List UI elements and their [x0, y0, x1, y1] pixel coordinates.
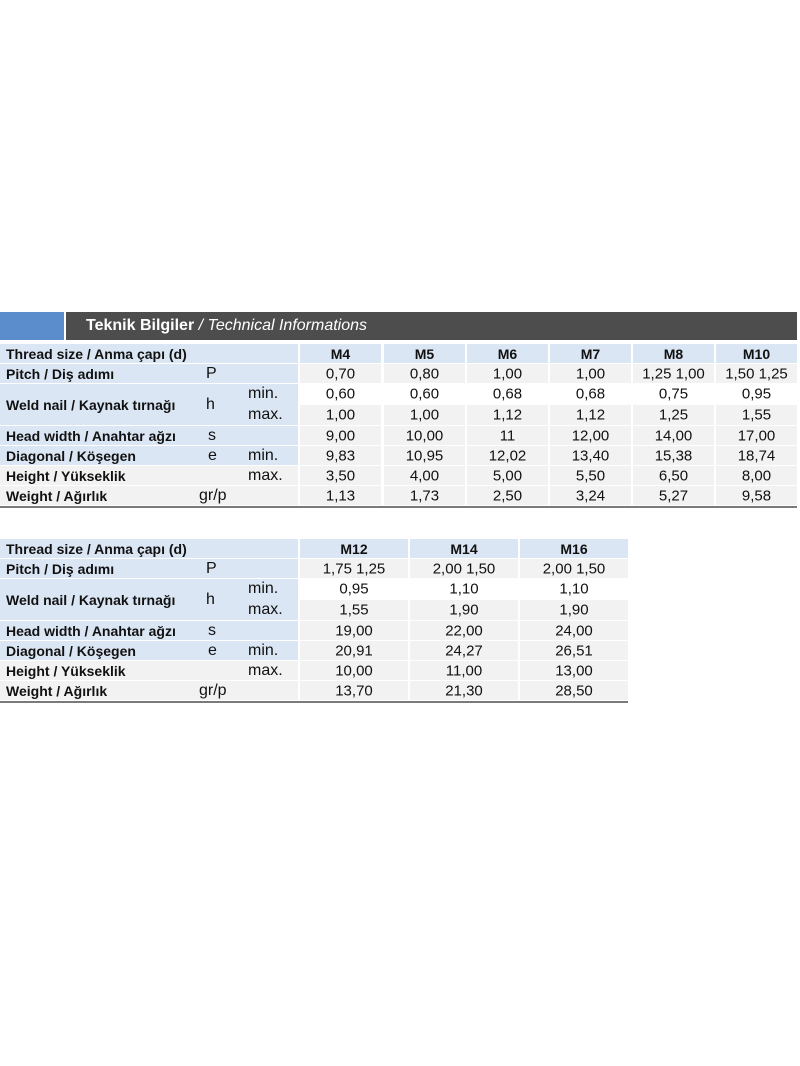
- table-row-weight: [0, 486, 797, 505]
- value-max: 1,90: [449, 601, 479, 619]
- value-cell: [520, 681, 628, 700]
- value-cell: [467, 446, 548, 465]
- value-max: 1,00: [409, 406, 440, 424]
- value-cell: [633, 446, 714, 465]
- value: 3,24: [575, 487, 606, 504]
- limit-max-label: max.: [248, 406, 283, 423]
- value: 9,58: [741, 487, 772, 504]
- value-cell: [410, 641, 518, 660]
- value: 1,00: [492, 365, 523, 382]
- table-row-sizes: [0, 344, 797, 363]
- limit-max-label: max.: [248, 661, 283, 679]
- value-cell: [384, 466, 465, 485]
- row-symbol: e: [208, 446, 217, 464]
- value: 1,73: [409, 487, 440, 504]
- row-label-cell: [0, 384, 298, 425]
- value-cell: [520, 661, 628, 680]
- value-max: 1,55: [339, 601, 369, 619]
- value-cell: [716, 466, 797, 485]
- value-cell: [520, 641, 628, 660]
- value: 0,80: [409, 365, 440, 382]
- value: 1,13: [325, 487, 356, 504]
- row-label-cell: [0, 364, 298, 383]
- value-cell: [550, 446, 631, 465]
- value-cell: [633, 486, 714, 505]
- value-cell: [550, 426, 631, 445]
- section-title: [86, 317, 367, 335]
- value-cell: [384, 364, 465, 383]
- table-row-weld: [0, 579, 628, 620]
- value-cell: [384, 446, 465, 465]
- value: 0,70: [325, 365, 356, 382]
- table-row-diag: [0, 446, 797, 465]
- value: 22,00: [445, 622, 483, 639]
- limit-min-label: min.: [248, 446, 279, 464]
- value-cell: [300, 364, 381, 383]
- row-label-cell: [0, 446, 298, 465]
- row-symbol: P: [206, 364, 217, 382]
- row-label: Thread size / Anma çapı (d): [6, 540, 187, 557]
- value: 12,02: [488, 447, 527, 464]
- table-row-sizes: [0, 539, 628, 558]
- value-cell: [633, 405, 714, 425]
- row-label-cell: [0, 681, 298, 700]
- row-label: Pitch / Diş adımı: [6, 365, 115, 382]
- value: 10,00: [335, 662, 373, 679]
- value-max: 1,12: [575, 406, 606, 424]
- value-max: 1,90: [559, 601, 589, 619]
- value: 2,00 1,50: [432, 560, 496, 577]
- size-header-cell: [467, 344, 548, 363]
- value: 5,50: [575, 467, 606, 484]
- value: 1,25 1,00: [642, 365, 705, 382]
- value-min: 0,75: [658, 385, 689, 403]
- size-header-cell: [520, 539, 628, 558]
- row-symbol: h: [206, 395, 215, 413]
- value-cell: [300, 559, 408, 578]
- value-cell: [633, 384, 714, 404]
- section-header: [0, 312, 797, 340]
- value-min: 0,68: [575, 385, 606, 403]
- value: 14,00: [654, 427, 693, 444]
- row-symbol: h: [206, 590, 215, 608]
- value-cell: [716, 364, 797, 383]
- value-cell: [410, 681, 518, 700]
- size-label: M8: [663, 345, 684, 362]
- value: 13,70: [335, 682, 373, 699]
- value: 26,51: [555, 642, 593, 659]
- section-title-turkish: Teknik Bilgiler: [86, 317, 195, 334]
- table-row-weight: [0, 681, 628, 700]
- value-cell: [300, 446, 381, 465]
- value-min: 0,60: [409, 385, 440, 403]
- value: 21,30: [445, 682, 483, 699]
- row-label-cell: [0, 621, 298, 640]
- value-cell: [384, 486, 465, 505]
- value-cell: [467, 405, 548, 425]
- value-cell: [300, 641, 408, 660]
- value-max: 1,00: [325, 406, 356, 424]
- value: 18,74: [737, 447, 776, 464]
- value-max: 1,25: [658, 406, 689, 424]
- row-label: Weight / Ağırlık: [6, 682, 108, 699]
- value-cell: [716, 446, 797, 465]
- value-cell: [633, 426, 714, 445]
- value-cell: [410, 661, 518, 680]
- value: 15,38: [654, 447, 693, 464]
- value: 4,00: [409, 467, 440, 484]
- row-label: Head width / Anahtar ağzı: [6, 427, 176, 444]
- value-cell: [300, 621, 408, 640]
- limit-max-label: max.: [248, 466, 283, 484]
- value-cell: [550, 405, 631, 425]
- value: 24,00: [555, 622, 593, 639]
- row-label-cell: [0, 486, 298, 505]
- value-cell: [300, 486, 381, 505]
- limit-min-label: min.: [248, 641, 279, 659]
- row-label-cell: [0, 539, 298, 558]
- section-title-english: / Technical Informations: [194, 317, 368, 334]
- value: 11: [499, 427, 516, 444]
- value-cell: [467, 364, 548, 383]
- size-label: M12: [340, 540, 368, 557]
- row-symbol: e: [208, 641, 217, 659]
- value-min: 0,60: [325, 385, 356, 403]
- row-label-cell: [0, 426, 298, 445]
- value-max: 1,55: [741, 406, 772, 424]
- row-label: Height / Yükseklik: [6, 662, 126, 679]
- value: 13,00: [555, 662, 593, 679]
- row-label-cell: [0, 344, 298, 363]
- limit-max-label: max.: [248, 601, 283, 618]
- value-cell: [410, 621, 518, 640]
- value: 5,00: [492, 467, 523, 484]
- table-row-pitch: [0, 559, 628, 578]
- value-cell: [384, 426, 465, 445]
- value: 10,00: [405, 427, 444, 444]
- table-row-head: [0, 426, 797, 445]
- value-cell: [550, 384, 631, 404]
- value: 10,95: [405, 447, 444, 464]
- value-cell: [410, 559, 518, 578]
- value: 19,00: [335, 622, 373, 639]
- value-cell: [467, 466, 548, 485]
- value: 8,00: [741, 467, 772, 484]
- size-header-cell: [300, 539, 408, 558]
- value: 28,50: [555, 682, 593, 699]
- header-accent-block: [0, 312, 64, 340]
- value: 9,00: [325, 427, 356, 444]
- value: 2,50: [492, 487, 523, 504]
- row-label: Pitch / Diş adımı: [6, 560, 115, 577]
- value: 20,91: [335, 642, 373, 659]
- table-row-height: [0, 661, 628, 680]
- value-cell: [300, 466, 381, 485]
- row-label: Height / Yükseklik: [6, 467, 126, 484]
- table-row-pitch: [0, 364, 797, 383]
- size-label: M6: [497, 345, 518, 362]
- table-row-diag: [0, 641, 628, 660]
- value-cell: [716, 426, 797, 445]
- value-cell: [633, 466, 714, 485]
- value-cell: [716, 405, 797, 425]
- size-label: M16: [560, 540, 588, 557]
- size-label: M10: [742, 345, 771, 362]
- limit-min-label: min.: [248, 580, 279, 597]
- value: 11,00: [445, 662, 483, 679]
- value-cell: [300, 681, 408, 700]
- value: 6,50: [658, 467, 689, 484]
- row-label: Head width / Anahtar ağzı: [6, 622, 176, 639]
- row-label-cell: [0, 579, 298, 620]
- value: 3,50: [325, 467, 356, 484]
- header-bar: [66, 312, 797, 340]
- row-label: Diagonal / Köşegen: [6, 642, 136, 659]
- value-cell: [467, 426, 548, 445]
- value-cell: [384, 384, 465, 404]
- table-bottom-rule: [0, 506, 797, 508]
- value-cell: [384, 405, 465, 425]
- value-cell: [300, 661, 408, 680]
- row-label-cell: [0, 641, 298, 660]
- size-header-cell: [550, 344, 631, 363]
- value: 13,40: [571, 447, 610, 464]
- row-label: Weld nail / Kaynak tırnağı: [6, 396, 176, 413]
- value-min: 1,10: [449, 580, 479, 598]
- value-min: 0,95: [741, 385, 772, 403]
- row-symbol: gr/p: [199, 681, 227, 699]
- value-cell: [520, 579, 628, 599]
- row-symbol: P: [206, 559, 217, 577]
- value-min: 0,68: [492, 385, 523, 403]
- value: 5,27: [658, 487, 689, 504]
- row-label-cell: [0, 661, 298, 680]
- value-min: 0,95: [339, 580, 369, 598]
- value-cell: [300, 384, 381, 404]
- value: 1,00: [575, 365, 606, 382]
- value: 24,27: [445, 642, 483, 659]
- value-cell: [716, 486, 797, 505]
- table-bottom-rule: [0, 701, 628, 703]
- row-symbol: s: [208, 621, 216, 639]
- table-row-head: [0, 621, 628, 640]
- limit-min-label: min.: [248, 385, 279, 402]
- value: 17,00: [737, 427, 776, 444]
- value-cell: [633, 364, 714, 383]
- value-cell: [300, 579, 408, 599]
- row-label-cell: [0, 559, 298, 578]
- size-label: M14: [450, 540, 478, 557]
- value-cell: [520, 621, 628, 640]
- value-cell: [550, 466, 631, 485]
- value-cell: [300, 600, 408, 620]
- value-cell: [550, 364, 631, 383]
- value-cell: [467, 384, 548, 404]
- value-cell: [410, 600, 518, 620]
- value-cell: [467, 486, 548, 505]
- value: 1,75 1,25: [322, 560, 386, 577]
- value-cell: [410, 579, 518, 599]
- row-label: Weld nail / Kaynak tırnağı: [6, 591, 176, 608]
- size-header-cell: [384, 344, 465, 363]
- value: 1,50 1,25: [725, 365, 788, 382]
- row-label-cell: [0, 466, 298, 485]
- value-cell: [520, 559, 628, 578]
- value-max: 1,12: [492, 406, 523, 424]
- size-header-cell: [633, 344, 714, 363]
- table-row-height: [0, 466, 797, 485]
- size-label: M5: [414, 345, 435, 362]
- row-label: Thread size / Anma çapı (d): [6, 345, 187, 362]
- value-cell: [716, 384, 797, 404]
- value-cell: [300, 426, 381, 445]
- size-header-cell: [300, 344, 381, 363]
- row-label: Weight / Ağırlık: [6, 487, 108, 504]
- value: 2,00 1,50: [542, 560, 606, 577]
- row-symbol: gr/p: [199, 486, 227, 504]
- size-label: M4: [330, 345, 351, 362]
- row-label: Diagonal / Köşegen: [6, 447, 136, 464]
- value: 9,83: [325, 447, 356, 464]
- value-cell: [520, 600, 628, 620]
- size-header-cell: [410, 539, 518, 558]
- size-label: M7: [580, 345, 601, 362]
- table-row-weld: [0, 384, 797, 425]
- value-cell: [550, 486, 631, 505]
- value-cell: [300, 405, 381, 425]
- value: 12,00: [571, 427, 610, 444]
- value-min: 1,10: [559, 580, 589, 598]
- row-symbol: s: [208, 426, 216, 444]
- size-header-cell: [716, 344, 797, 363]
